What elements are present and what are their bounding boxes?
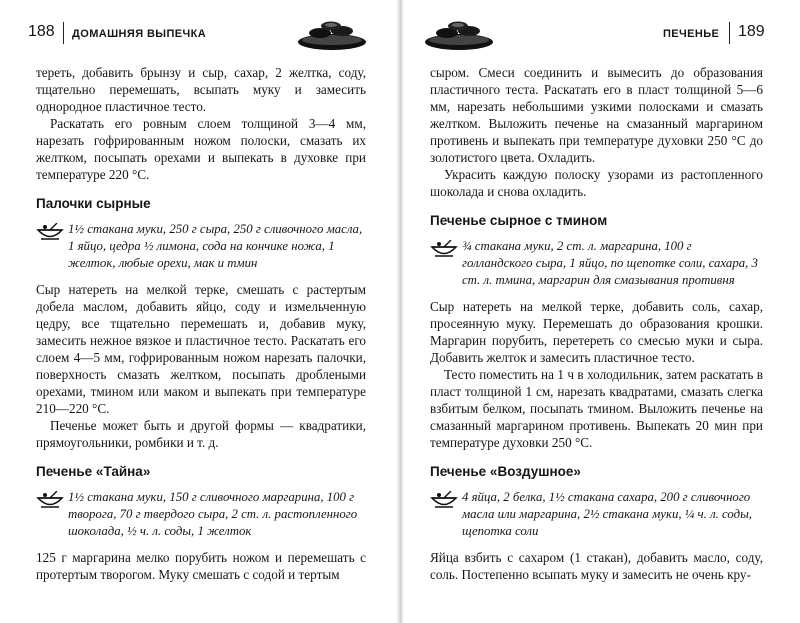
ingredient-list: ¾ стакана муки, 2 ст. л. маргарина, 100 г голландского сыра, 1 яйцо, по щепотке соли, сахара, 3 ст. л. тмина, маргарин для смазывания противня — [430, 238, 763, 289]
right-page-body — [430, 64, 763, 583]
paragraph: тереть, добавить брынзу и сыр, сахар, 2 желтка, соду, тщательно перемешать, всыпать муку и замесить однородное пластичное тесто. — [36, 65, 366, 114]
paragraph: Тесто поместить на 1 ч в холодильник, затем раскатать в пласт толщиной 1 см, нарезать квадратами, смазать слегка взбитым белком, посыпать тмином. Выложить печенье на смазанный маргарином противень. Выпекать 20 мин при температуре духовки 250 °С. — [430, 367, 763, 450]
page-number: 188 — [28, 23, 55, 40]
recipe-title: Палочки сырные — [36, 196, 151, 211]
header-separator — [729, 22, 730, 44]
paragraph: сыром. Смеси соединить и вымесить до образования пластичного теста. Раскатать его в пласт толщиной 5—6 мм, нарезать небольшими узкими полосками и смазать желтком. Выложить печенье на смазанный маргарином противень и выпекать при температуре духовки 250 °С до золотистого цвета. Охладить. — [430, 65, 763, 165]
recipe-title: Печенье сырное с тмином — [430, 213, 608, 228]
left-page — [0, 0, 397, 623]
paragraph: Украсить каждую полоску узорами из растопленного шоколада и снова охладить. — [430, 167, 763, 199]
paragraph: Сыр натереть на мелкой терке, смешать с растертым добела маслом, добавить яйцо, соду и измельченную цедру, все тщательно перемешать и, добавив муку, замесить нежное вязкое и пластичное тесто. Раскатать его слоем 4—5 мм, гофрированным ножом нарезать палочки, поверхность смазать желтком, посыпать дроблеными орехами, тмином или маком и выпекать при температуре 210—220 °С. — [36, 282, 366, 416]
page-number: 189 — [738, 23, 765, 40]
running-title: ДОМАШНЯЯ ВЫПЕЧКА — [72, 28, 207, 40]
ingredient-list: 1½ стакана муки, 250 г сыра, 250 г сливочного масла, 1 яйцо, цедра ½ лимона, сода на кончике ножа, 1 желток, любые орехи, мак и тмин — [36, 221, 366, 272]
ingredient-list: 1½ стакана муки, 150 г сливочного маргарина, 100 г творога, 70 г твердого сыра, 2 ст. л. растопленного шоколада, ½ ч. л. соды, 1 желток — [36, 489, 366, 540]
left-running-header — [28, 20, 378, 50]
left-page-body — [36, 64, 366, 583]
mixing-bowl-icon — [430, 491, 458, 509]
recipe-title: Печенье «Тайна» — [36, 464, 151, 479]
recipe-title: Печенье «Воздушное» — [430, 464, 581, 479]
right-running-header — [423, 20, 773, 50]
header-separator — [63, 22, 64, 44]
right-page — [403, 0, 800, 623]
mixing-bowl-icon — [36, 223, 64, 241]
mixing-bowl-icon — [36, 491, 64, 509]
running-title: ПЕЧЕНЬЕ — [663, 28, 720, 40]
mixing-bowl-icon — [430, 240, 458, 258]
paragraph: 125 г маргарина мелко порубить ножом и перемешать с протертым творогом. Муку смешать с содой и тертым — [36, 550, 366, 582]
cookie-plate-icon — [296, 20, 368, 52]
cookie-plate-icon — [423, 20, 495, 52]
paragraph: Сыр натереть на мелкой терке, добавить соль, сахар, просеянную муку. Перемешать до образования крошки. Маргарин порубить, перетереть со смесью муки и сыра. Добавить желток и замесить пластичное тесто. — [430, 299, 763, 365]
paragraph: Раскатать его ровным слоем толщиной 3—4 мм, нарезать гофрированным ножом полоски, смазать их желтком, посыпать орехами и выпекать в духовке при температуре 220 °С. — [36, 116, 366, 182]
ingredient-list: 4 яйца, 2 белка, 1½ стакана сахара, 200 г сливочного масла или маргарина, 2½ стакана муки, ¼ ч. л. соды, щепотка соли — [430, 489, 763, 540]
paragraph: Печенье может быть и другой формы — квадратики, прямоугольники, ромбики и т. д. — [36, 418, 366, 450]
paragraph: Яйца взбить с сахаром (1 стакан), добавить масло, соду, соль. Постепенно всыпать муку и замесить не очень кру- — [430, 550, 763, 582]
